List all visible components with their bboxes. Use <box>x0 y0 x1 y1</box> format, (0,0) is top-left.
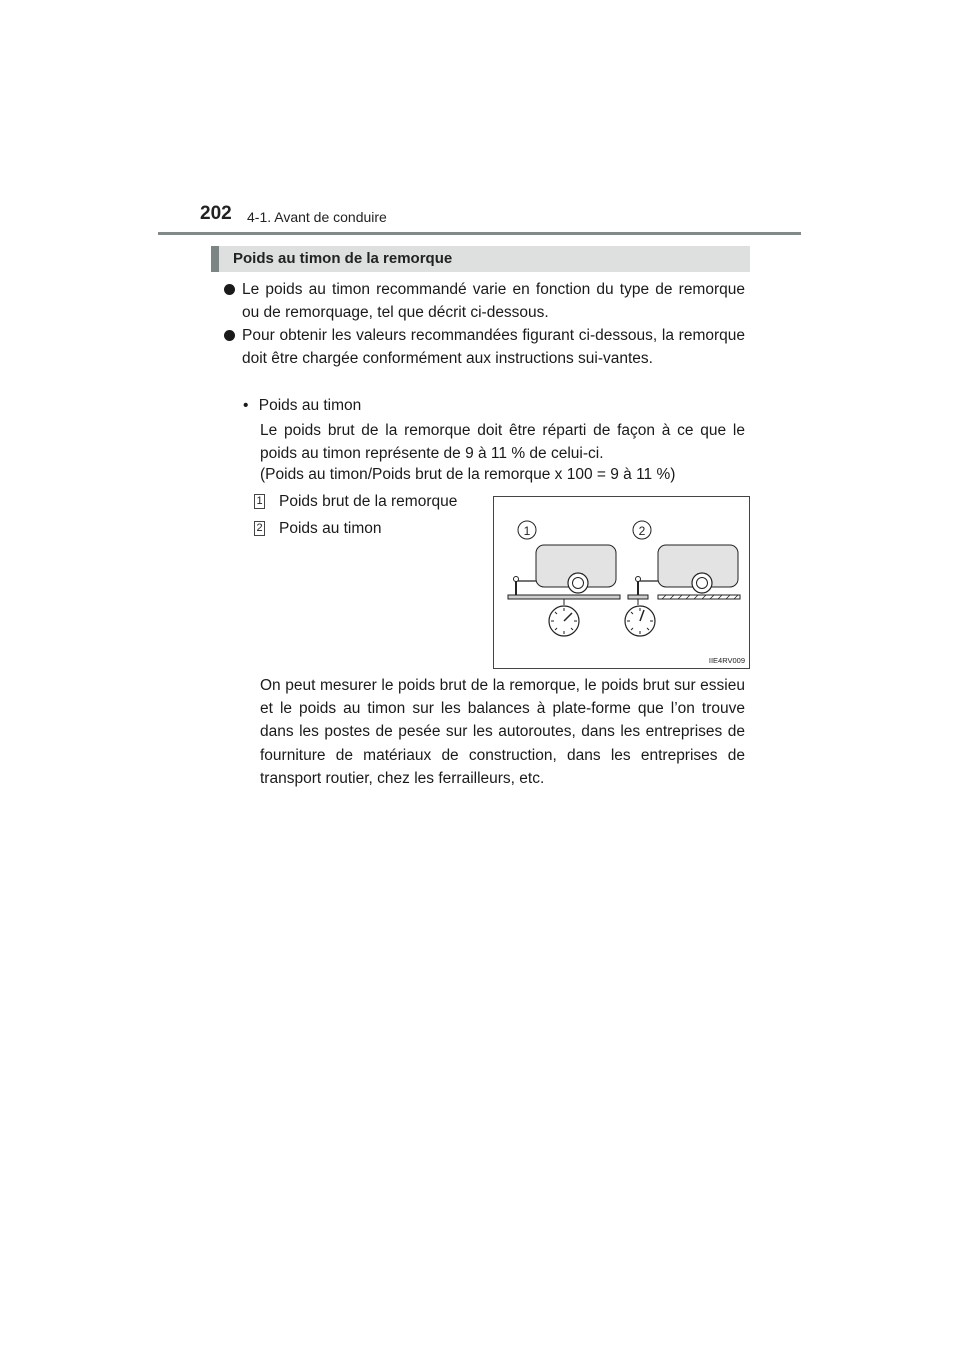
page-number: 202 <box>200 203 232 224</box>
header-rule <box>158 232 801 235</box>
bullet-text: Le poids au timon recommandé varie en fonction du type de remorque ou de remorquage, tel que décrit ci-dessous. <box>242 281 745 321</box>
callout-number-box: 1 <box>254 494 265 509</box>
bullet-dot <box>224 330 235 341</box>
closing-paragraph: On peut mesurer le poids brut de la remorque, le poids brut sur essieu et le poids au timon sur les balances à plate-forme que l’on trouve dans les postes de pesée sur les autoroutes, dans les entreprises de fourniture de matériaux de construction, dans les entreprises de transport routier, chez les ferrailleurs, etc. <box>260 677 745 787</box>
bullet-text: Pour obtenir les valeurs recommandées figurant ci-dessous, la remorque doit être chargée conformément aux instructions sui-vantes. <box>242 327 745 367</box>
trailer-tongue-on-scale <box>625 545 740 636</box>
sub-bullet <box>243 395 361 417</box>
figure-code: IIE4RV009 <box>708 656 745 665</box>
section-heading-bar <box>211 246 750 272</box>
illustration-drawing <box>494 497 751 670</box>
trailer-weight-illustration <box>493 496 750 669</box>
marker-2 <box>633 521 651 539</box>
marker-2-number: 2 <box>638 524 646 538</box>
section-title: Poids au timon de la remorque <box>233 250 453 267</box>
sub-bullet-description: Le poids brut de la remorque doit être réparti de façon à ce que le poids au timon représente de 9 à 11 % de celui-ci. <box>260 422 745 462</box>
trailer-on-platform-scale <box>508 545 620 636</box>
sub-bullet-marker: • <box>243 397 249 414</box>
callout-number-box: 2 <box>254 521 265 536</box>
callout-label: Poids brut de la remorque <box>279 493 458 510</box>
sub-bullet-label: Poids au timon <box>258 397 362 414</box>
marker-1 <box>518 521 536 539</box>
chapter-title: 4-1. Avant de conduire <box>247 209 387 225</box>
bullet-dot <box>224 284 235 295</box>
marker-1-number: 1 <box>523 524 531 538</box>
formula-text: (Poids au timon/Poids brut de la remorque x 100 = 9 à 11 %) <box>260 466 676 483</box>
callout-label: Poids au timon <box>279 520 382 537</box>
